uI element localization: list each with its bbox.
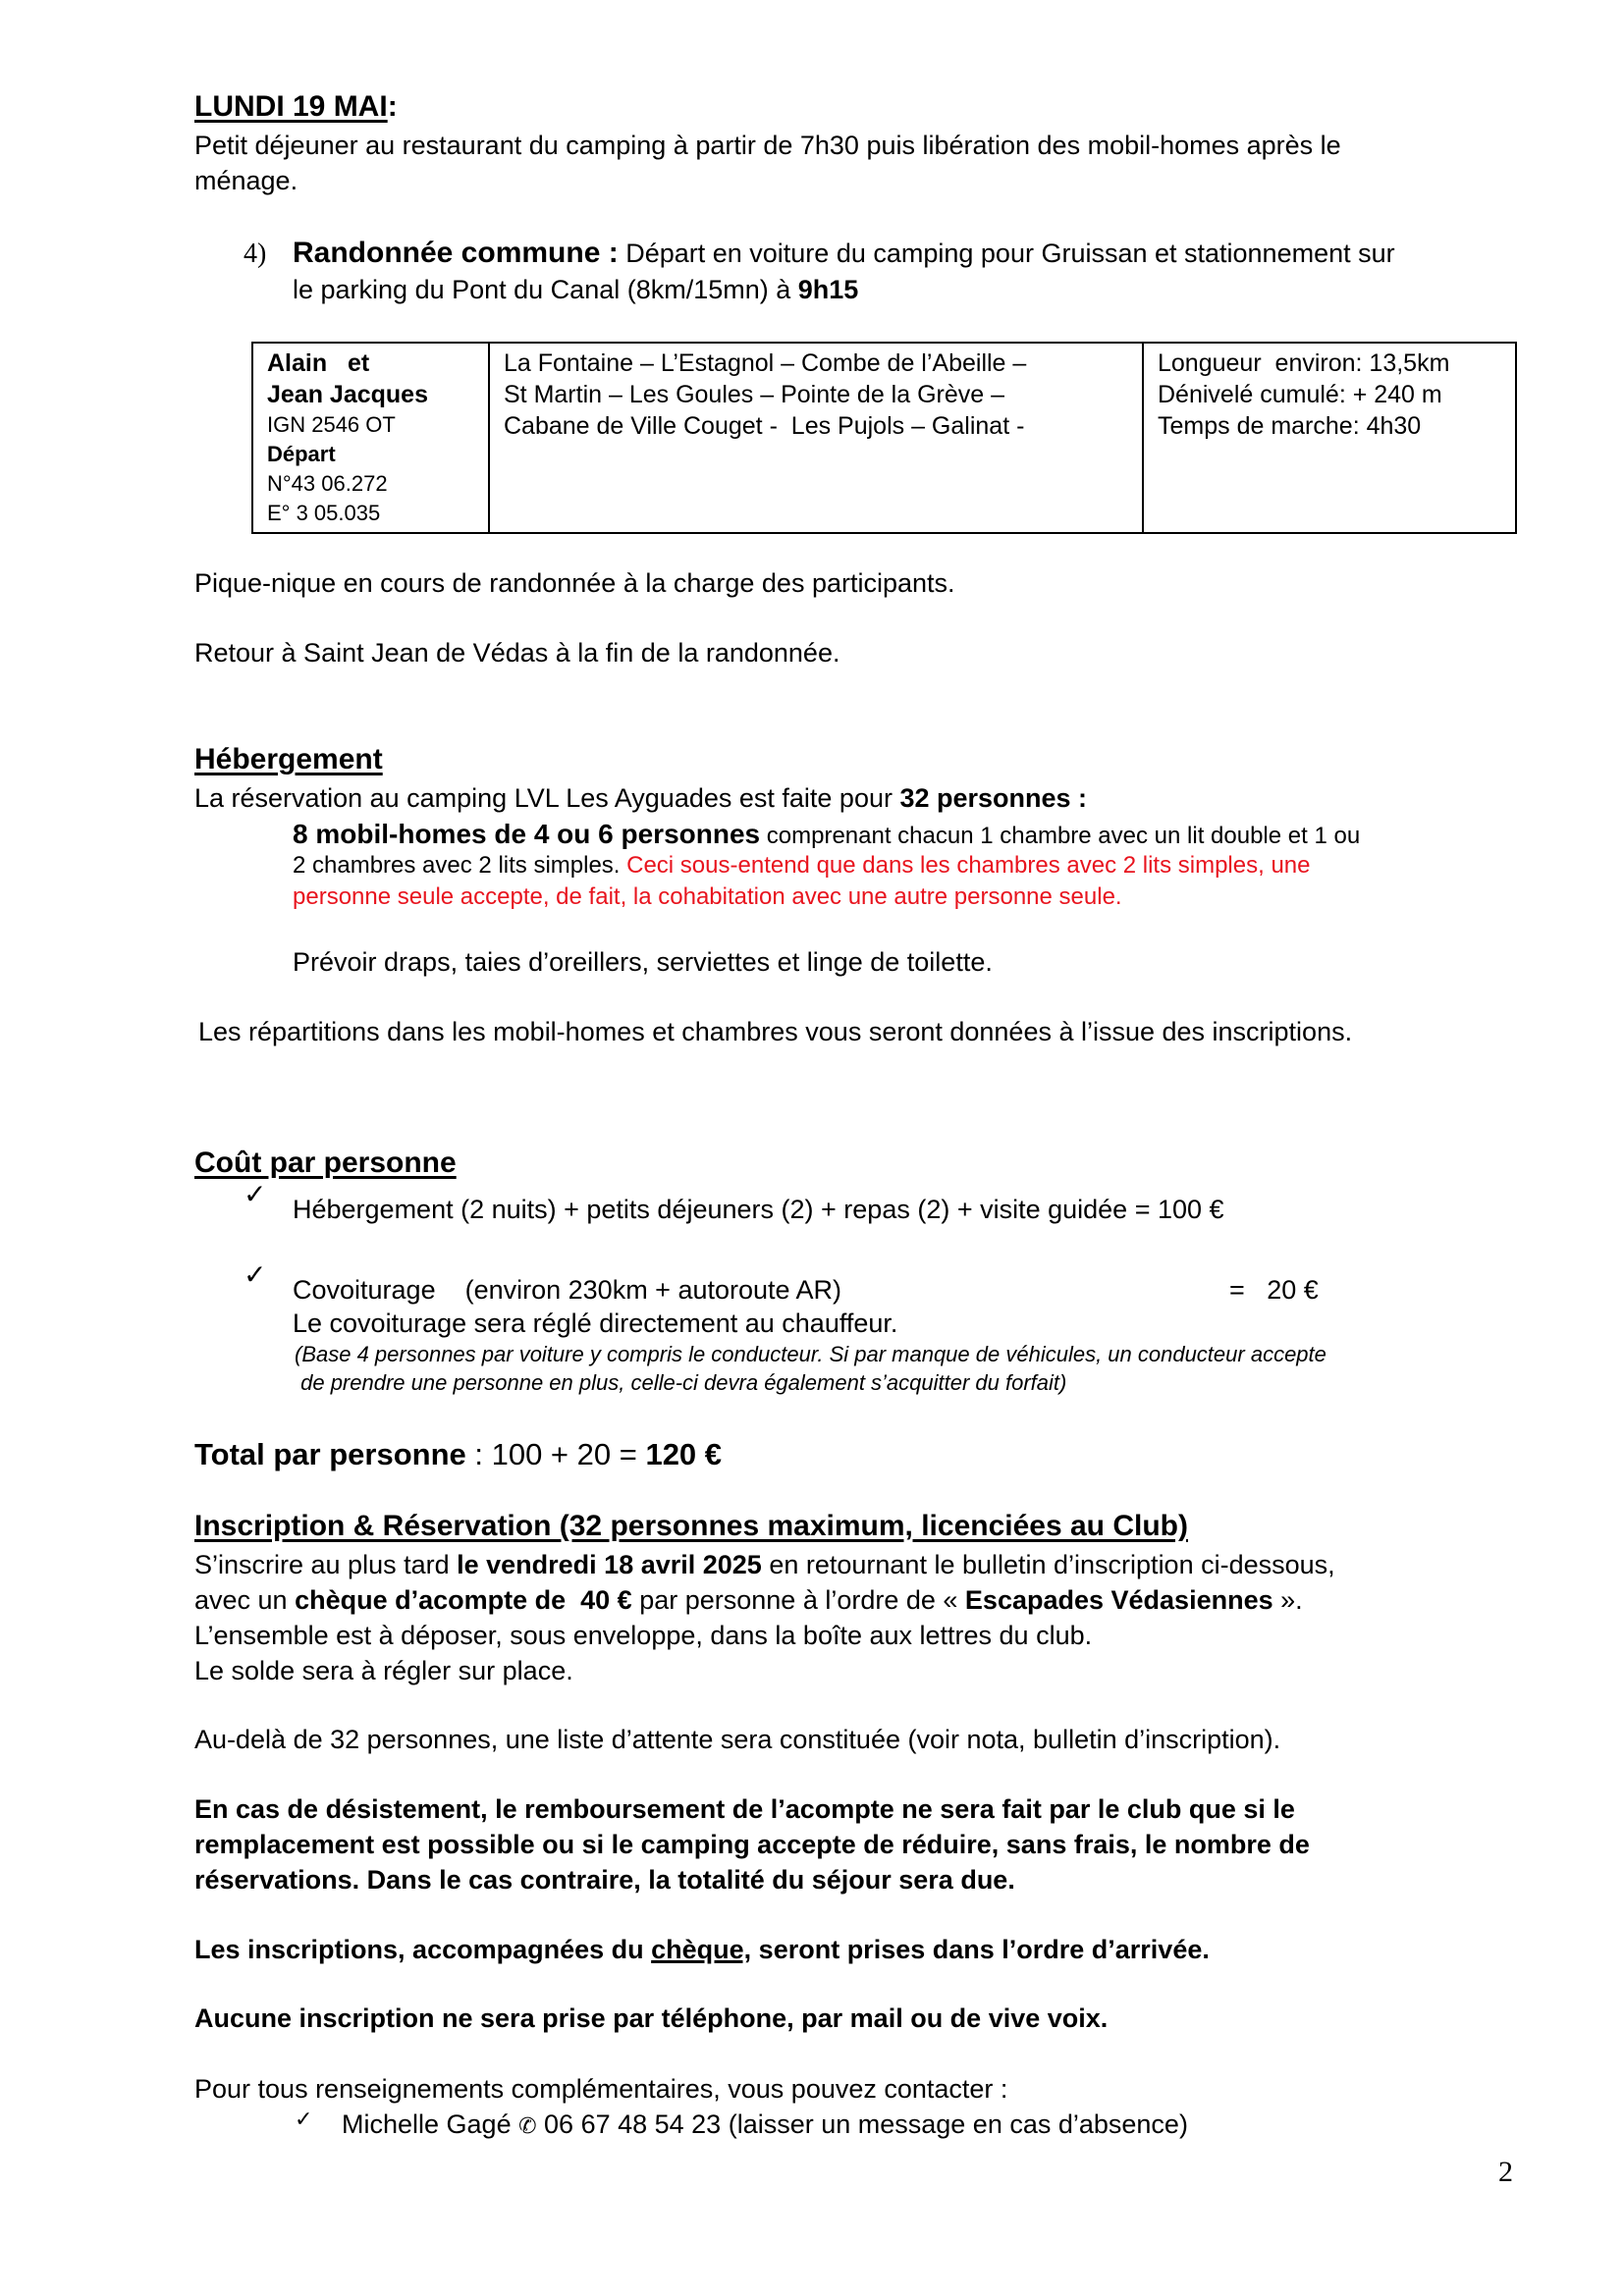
inscription-deposit: chèque d’acompte de 40 € bbox=[295, 1585, 632, 1615]
desistement-line-1: En cas de désistement, le remboursement de l’acompte ne sera fait par le club que si le bbox=[194, 1794, 1295, 1824]
repartition-text: Les répartitions dans les mobil-homes et chambres vous seront données à l’issue des inscriptions. bbox=[198, 1017, 1353, 1046]
inscription-line-1 bbox=[194, 1547, 1335, 1582]
stats-cell bbox=[1143, 343, 1516, 533]
route-line: La Fontaine – L’Estagnol – Combe de l’Abeille – bbox=[504, 349, 1027, 377]
randonnee-text-1: Départ en voiture du camping pour Gruissan et stationnement sur bbox=[618, 239, 1395, 268]
cout-heading: Coût par personne bbox=[194, 1147, 457, 1179]
route-line: St Martin – Les Goules – Pointe de la Grève – bbox=[504, 381, 1004, 408]
latitude: N°43 06.272 bbox=[267, 471, 388, 496]
desistement-line-3: réservations. Dans le cas contraire, la totalité du séjour sera due. bbox=[194, 1865, 1015, 1895]
randonnee-number: 4) bbox=[244, 239, 267, 269]
randonnee-time: 9h15 bbox=[797, 275, 859, 304]
hebergement-line-1-text: La réservation au camping LVL Les Ayguades est faite pour bbox=[194, 783, 900, 813]
ordre-a: Les inscriptions, accompagnées du bbox=[194, 1935, 652, 1964]
total-line bbox=[194, 1435, 722, 1474]
contact-intro: Pour tous renseignements complémentaires, vous pouvez contacter : bbox=[194, 2074, 1008, 2104]
mobil-homes-count: 8 mobil-homes de 4 ou 6 personnes bbox=[293, 819, 761, 849]
contact-name: Michelle Gagé bbox=[342, 2109, 519, 2139]
club-name: Escapades Védasiennes bbox=[964, 1585, 1273, 1615]
guides-cell bbox=[252, 343, 489, 533]
randonnee-line-1 bbox=[293, 236, 1395, 271]
inscription-l2-a: avec un bbox=[194, 1585, 296, 1615]
lundi-line-2: ménage. bbox=[194, 166, 298, 195]
stat-duration: Temps de marche: 4h30 bbox=[1158, 412, 1422, 440]
inscription-l1-c: en retournant le bulletin d’inscription ci-dessous, bbox=[761, 1550, 1335, 1579]
ordre-line bbox=[194, 1932, 1210, 1967]
guides-line-2: Jean Jacques bbox=[267, 381, 428, 408]
cout-item-2-value: = 20 € bbox=[1229, 1275, 1319, 1305]
stat-length: Longueur environ: 13,5km bbox=[1158, 349, 1450, 377]
cout-item-1: Hébergement (2 nuits) + petits déjeuners (2) + repas (2) + visite guidée = 100 € bbox=[293, 1195, 1224, 1224]
cohabitation-note-2: personne seule accepte, de fait, la cohabitation avec une autre personne seule. bbox=[293, 883, 1122, 910]
ordre-cheque: chèque, bbox=[651, 1935, 752, 1964]
route-line: Cabane de Ville Couget - Les Pujols – Galinat - bbox=[504, 412, 1025, 440]
randonnee-line-2 bbox=[293, 272, 858, 307]
randonnee-table bbox=[251, 342, 1517, 534]
hebergement-line-3 bbox=[293, 850, 1311, 881]
lundi-heading bbox=[194, 90, 398, 124]
phone-icon: ✆ bbox=[518, 2114, 537, 2139]
lundi-heading-suffix: : bbox=[387, 90, 398, 123]
randonnee-text-2: le parking du Pont du Canal (8km/15mn) à bbox=[293, 275, 798, 304]
prevoir-text: Prévoir draps, taies d’oreillers, serviettes et linge de toilette. bbox=[293, 947, 993, 977]
cout-item-2-label: Covoiturage (environ 230km + autoroute AR) bbox=[293, 1275, 842, 1305]
inscription-line-4: Le solde sera à régler sur place. bbox=[194, 1656, 573, 1685]
lundi-line-1: Petit déjeuner au restaurant du camping à partir de 7h30 puis libération des mobil-homes après le bbox=[194, 131, 1341, 160]
depart-label: Départ bbox=[267, 442, 336, 466]
inscription-line-2 bbox=[194, 1582, 1303, 1618]
chambres-text: 2 chambres avec 2 lits simples. bbox=[293, 852, 627, 879]
inscription-line-3: L’ensemble est à déposer, sous enveloppe, dans la boîte aux lettres du club. bbox=[194, 1621, 1093, 1650]
guides-line-1: Alain et bbox=[267, 349, 370, 377]
retour-text: Retour à Saint Jean de Védas à la fin de la randonnée. bbox=[194, 638, 840, 667]
inscription-heading: Inscription & Réservation (32 personnes maximum, licenciées au Club) bbox=[194, 1510, 1188, 1542]
ordre-c: seront prises dans l’ordre d’arrivée. bbox=[751, 1935, 1210, 1964]
lundi-heading-text: LUNDI 19 MAI bbox=[194, 90, 388, 123]
inscription-l2-e: ». bbox=[1272, 1585, 1303, 1615]
route-cell bbox=[489, 343, 1143, 533]
cout-item-2-line-2: Le covoiturage sera réglé directement au chauffeur. bbox=[293, 1308, 898, 1338]
check-icon: ✓ bbox=[295, 2108, 313, 2132]
picnic-text: Pique-nique en cours de randonnée à la charge des participants. bbox=[194, 568, 955, 598]
map-reference: IGN 2546 OT bbox=[267, 412, 396, 437]
longitude: E° 3 05.035 bbox=[267, 501, 381, 525]
hebergement-heading: Hébergement bbox=[194, 743, 383, 775]
hebergement-line-1 bbox=[194, 780, 1087, 816]
mobil-homes-description: comprenant chacun 1 chambre avec un lit double et 1 ou bbox=[760, 823, 1361, 849]
total-value: 120 € bbox=[645, 1437, 723, 1471]
total-label: Total par personne bbox=[194, 1437, 466, 1471]
inscription-l1-a: S’inscrire au plus tard bbox=[194, 1550, 458, 1579]
inscription-deadline: le vendredi 18 avril 2025 bbox=[457, 1550, 762, 1579]
check-icon: ✓ bbox=[244, 1178, 267, 1210]
cout-item-2-note-2: de prendre une personne en plus, celle-ci devra également s’acquitter du forfait) bbox=[295, 1370, 1067, 1395]
cout-item-2-note-1: (Base 4 personnes par voiture y compris le conducteur. Si par manque de véhicules, un conducteur accepte bbox=[295, 1342, 1326, 1366]
attente-text: Au-delà de 32 personnes, une liste d’attente sera constituée (voir nota, bulletin d’inscription). bbox=[194, 1725, 1281, 1754]
desistement-line-2: remplacement est possible ou si le camping accepte de réduire, sans frais, le nombre de bbox=[194, 1830, 1310, 1859]
hebergement-line-2 bbox=[293, 817, 1360, 852]
table-row bbox=[252, 343, 1516, 533]
page-number: 2 bbox=[1498, 2156, 1513, 2188]
hebergement-capacity: 32 personnes : bbox=[899, 783, 1088, 813]
aucune-inscription-text: Aucune inscription ne sera prise par téléphone, par mail ou de vive voix. bbox=[194, 2003, 1109, 2033]
contact-line bbox=[342, 2107, 1188, 2145]
check-icon: ✓ bbox=[244, 1258, 267, 1291]
inscription-l2-c: par personne à l’ordre de « bbox=[631, 1585, 965, 1615]
cohabitation-note-1: Ceci sous-entend que dans les chambres avec 2 lits simples, une bbox=[626, 852, 1311, 879]
stat-elevation: Dénivelé cumulé: + 240 m bbox=[1158, 381, 1442, 408]
contact-phone: 06 67 48 54 23 (laisser un message en cas d’absence) bbox=[536, 2109, 1188, 2139]
randonnee-title: Randonnée commune : bbox=[293, 237, 619, 269]
total-calc: : 100 + 20 = bbox=[465, 1437, 646, 1471]
